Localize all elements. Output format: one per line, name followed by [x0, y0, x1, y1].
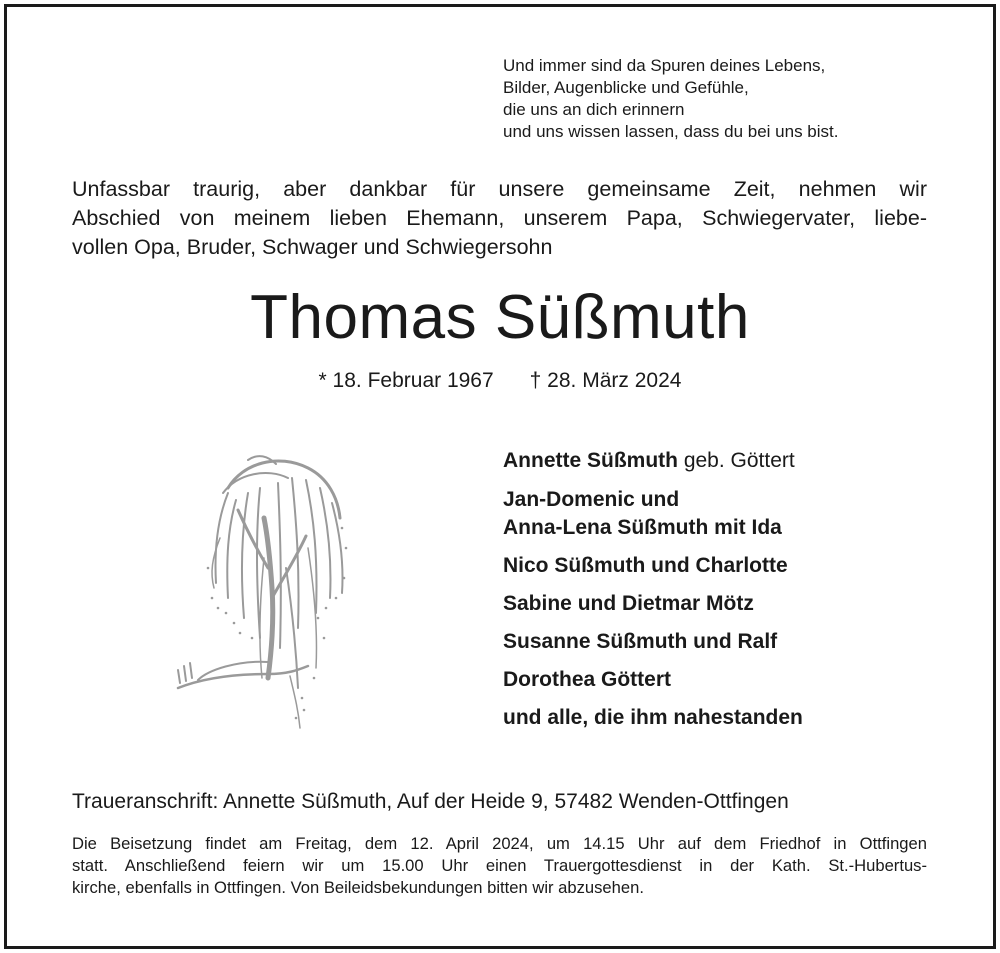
- funeral-line: kirche, ebenfalls in Ottfingen. Von Beileidsbekundungen bitten wir abzusehen.: [72, 878, 644, 897]
- intro-line: vollen Opa, Bruder, Schwager und Schwiegersohn: [72, 235, 553, 259]
- poem: [503, 55, 838, 143]
- mourner-name: Annette Süßmuth: [503, 449, 678, 472]
- deceased-name: Thomas Süßmuth: [250, 283, 750, 352]
- willow-tree-icon: [168, 448, 368, 733]
- mourner-entry: Nico Süßmuth und Charlotte: [503, 554, 788, 577]
- life-dates: [0, 366, 1000, 396]
- poem-line: Und immer sind da Spuren deines Lebens,: [503, 56, 826, 75]
- mourner-entry: [503, 446, 803, 476]
- funeral-line: statt. Anschließend feiern wir um 15.00 Uhr einen Trauergottesdienst in der Kath. St.-Hubertus-: [72, 856, 927, 875]
- mourner-entry: Sabine und Dietmar Mötz: [503, 592, 754, 615]
- funeral-line: Die Beisetzung findet am Freitag, dem 12. April 2024, um 14.15 Uhr auf dem Friedhof in Ottfingen: [72, 834, 927, 853]
- mourner-entry: Susanne Süßmuth und Ralf: [503, 630, 778, 653]
- birth-date: * 18. Februar 1967: [318, 369, 494, 392]
- intro-text: [72, 175, 927, 262]
- mourner-entry: Jan-Domenic und: [503, 488, 680, 511]
- mourner-entry: Dorothea Göttert: [503, 668, 671, 691]
- poem-line: Bilder, Augenblicke und Gefühle,: [503, 78, 749, 97]
- poem-line: die uns an dich erinnern: [503, 100, 685, 119]
- mourners-list: [503, 446, 803, 732]
- mourner-maiden-name: geb. Göttert: [677, 449, 795, 472]
- intro-line: Unfassbar traurig, aber dankbar für unsere gemeinsame Zeit, nehmen wir: [72, 177, 927, 201]
- death-date: † 28. März 2024: [529, 369, 682, 392]
- mourner-entry: Anna-Lena Süßmuth mit Ida: [503, 516, 782, 539]
- mourner-entry: und alle, die ihm nahestanden: [503, 706, 803, 729]
- poem-line: und uns wissen lassen, dass du bei uns bist.: [503, 122, 839, 141]
- mourning-address: Traueranschrift: Annette Süßmuth, Auf der Heide 9, 57482 Wenden-Ottfingen: [72, 790, 789, 813]
- funeral-info: [72, 833, 927, 899]
- intro-line: Abschied von meinem lieben Ehemann, unserem Papa, Schwiegervater, liebe-: [72, 206, 927, 230]
